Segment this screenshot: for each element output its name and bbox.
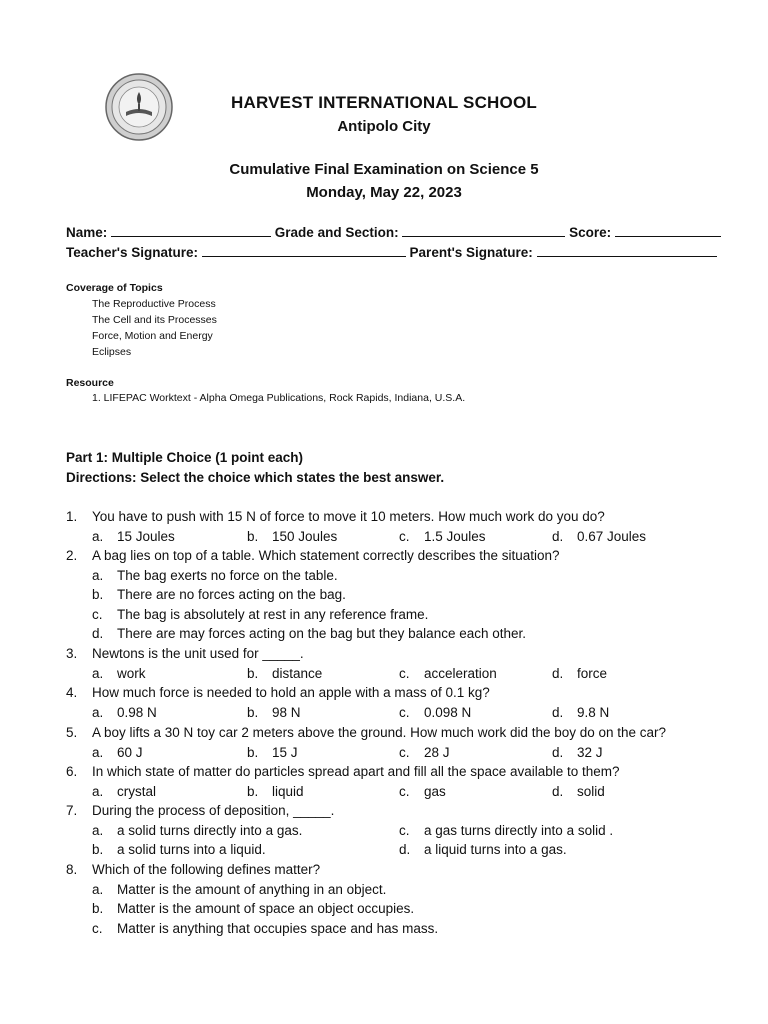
option-text: crystal — [117, 783, 157, 799]
school-city: Antipolo City — [337, 118, 431, 135]
option-text: liquid — [272, 783, 304, 799]
option-letter: b. — [247, 528, 259, 544]
answer-option[interactable] — [92, 745, 143, 760]
question-number: 7. — [66, 803, 78, 818]
answer-option[interactable] — [552, 745, 603, 760]
question-number: 6. — [66, 764, 78, 779]
answer-option[interactable] — [399, 784, 446, 799]
option-text: gas — [424, 783, 446, 799]
question-text: In which state of matter do particles spread apart and fill all the space available to them? — [92, 764, 620, 779]
question-text: Which of the following defines matter? — [92, 862, 321, 877]
option-text: 150 Joules — [272, 528, 338, 544]
resource-item: 1. LIFEPAC Worktext - Alpha Omega Publications, Rock Rapids, Indiana, U.S.A. — [92, 392, 466, 404]
answer-option[interactable] — [92, 626, 526, 641]
option-text: Matter is the amount of anything in an object. — [117, 881, 387, 897]
answer-option[interactable] — [247, 529, 337, 544]
option-text: 9.8 N — [577, 704, 610, 720]
score-field[interactable] — [615, 224, 721, 237]
option-letter: a. — [92, 704, 104, 720]
coverage-topic: The Reproductive Process — [92, 298, 216, 310]
option-text: 32 J — [577, 744, 603, 760]
option-letter: d. — [552, 704, 564, 720]
coverage-topic: Eclipses — [92, 346, 132, 358]
exam-title: Cumulative Final Examination on Science 5 — [229, 161, 539, 178]
option-letter: c. — [399, 704, 410, 720]
answer-option[interactable] — [399, 823, 613, 838]
answer-option[interactable] — [92, 607, 428, 622]
option-text: work — [117, 665, 146, 681]
option-letter: d. — [399, 842, 411, 858]
grade-section-label: Grade and Section: — [274, 225, 399, 240]
school-name: HARVEST INTERNATIONAL SCHOOL — [231, 93, 537, 112]
option-text: There are no forces acting on the bag. — [117, 587, 346, 603]
option-text: a liquid turns into a gas. — [424, 842, 567, 858]
answer-option[interactable] — [92, 705, 157, 720]
answer-option[interactable] — [92, 666, 146, 681]
answer-option[interactable] — [92, 842, 266, 857]
option-letter: d. — [92, 626, 104, 642]
coverage-topic: The Cell and its Processes — [92, 314, 217, 326]
option-letter: c. — [399, 822, 410, 838]
question-text: A boy lifts a 30 N toy car 2 meters above the ground. How much work did the boy do on the car? — [92, 725, 667, 740]
option-letter: b. — [92, 587, 104, 603]
option-letter: d. — [552, 783, 564, 799]
option-text: a gas turns directly into a solid . — [424, 822, 614, 838]
option-text: The bag is absolutely at rest in any reference frame. — [117, 606, 429, 622]
answer-option[interactable] — [552, 705, 609, 720]
option-letter: a. — [92, 665, 104, 681]
option-letter: b. — [92, 842, 104, 858]
answer-option[interactable] — [399, 842, 567, 857]
option-text: distance — [272, 665, 323, 681]
question-number: 8. — [66, 862, 78, 877]
option-text: a solid turns into a liquid. — [117, 842, 266, 858]
parent-signature-label: Parent's Signature: — [409, 245, 533, 260]
question-number: 4. — [66, 685, 78, 700]
option-letter: c. — [399, 665, 410, 681]
option-text: 15 J — [272, 744, 298, 760]
option-letter: c. — [92, 920, 103, 936]
coverage-title: Coverage of Topics — [66, 282, 163, 294]
coverage-topic: Force, Motion and Energy — [92, 330, 213, 342]
score-label: Score: — [569, 225, 612, 240]
answer-option[interactable] — [247, 784, 304, 799]
answer-option[interactable] — [92, 587, 346, 602]
answer-option[interactable] — [399, 666, 497, 681]
option-letter: c. — [399, 783, 410, 799]
teacher-signature-label: Teacher's Signature: — [66, 245, 199, 260]
option-letter: c. — [399, 528, 410, 544]
answer-option[interactable] — [247, 745, 298, 760]
question-text: How much force is needed to hold an apple with a mass of 0.1 kg? — [92, 685, 490, 700]
question-text: During the process of deposition, _____. — [92, 803, 335, 818]
option-text: 15 Joules — [117, 528, 175, 544]
answer-option[interactable] — [399, 745, 450, 760]
option-letter: a. — [92, 744, 104, 760]
answer-option[interactable] — [399, 705, 471, 720]
question-text: Newtons is the unit used for _____. — [92, 646, 304, 661]
option-text: solid — [577, 783, 605, 799]
option-letter: a. — [92, 567, 104, 583]
question-number: 1. — [66, 509, 78, 524]
option-letter: a. — [92, 783, 104, 799]
option-text: The bag exerts no force on the table. — [117, 567, 338, 583]
option-letter: b. — [92, 901, 104, 917]
answer-option[interactable] — [92, 882, 386, 897]
question-number: 3. — [66, 646, 78, 661]
name-field[interactable] — [111, 224, 271, 237]
question-number: 2. — [66, 548, 78, 563]
parent-signature-field[interactable] — [537, 244, 717, 257]
option-text: Matter is the amount of space an object occupies. — [117, 901, 415, 917]
answer-option[interactable] — [92, 784, 156, 799]
exam-date: Monday, May 22, 2023 — [306, 184, 462, 201]
answer-option[interactable] — [552, 529, 646, 544]
answer-option[interactable] — [92, 921, 438, 936]
option-text: 98 N — [272, 704, 301, 720]
option-text: force — [577, 665, 608, 681]
question-number: 5. — [66, 725, 78, 740]
option-letter: b. — [247, 744, 259, 760]
option-text: 60 J — [117, 744, 143, 760]
answer-option[interactable] — [552, 784, 605, 799]
answer-option[interactable] — [552, 666, 607, 681]
option-letter: d. — [552, 744, 564, 760]
resource-title: Resource — [66, 377, 114, 389]
teacher-signature-field[interactable] — [202, 244, 406, 257]
option-text: 1.5 Joules — [424, 528, 486, 544]
signature-row — [66, 244, 717, 260]
answer-option[interactable] — [92, 568, 338, 583]
option-text: 28 J — [424, 744, 450, 760]
option-letter: a. — [92, 881, 104, 897]
answer-option[interactable] — [247, 666, 322, 681]
answer-option[interactable] — [247, 705, 301, 720]
option-text: 0.98 N — [117, 704, 157, 720]
option-text: 0.098 N — [424, 704, 472, 720]
question-text: You have to push with 15 N of force to move it 10 meters. How much work do you do? — [92, 509, 605, 524]
option-letter: d. — [552, 665, 564, 681]
name-label: Name: — [66, 225, 108, 240]
part1-title: Part 1: Multiple Choice (1 point each) — [66, 450, 304, 465]
option-letter: a. — [92, 822, 104, 838]
answer-option[interactable] — [92, 529, 175, 544]
option-letter: c. — [399, 744, 410, 760]
part1-directions: Directions: Select the choice which states the best answer. — [66, 470, 445, 485]
option-letter: d. — [552, 528, 564, 544]
option-text: 0.67 Joules — [577, 528, 647, 544]
student-info-row — [66, 224, 721, 240]
option-letter: b. — [247, 783, 259, 799]
option-text: a solid turns directly into a gas. — [117, 822, 303, 838]
answer-option[interactable] — [92, 823, 302, 838]
option-letter: b. — [247, 665, 259, 681]
option-text: acceleration — [424, 665, 497, 681]
option-letter: a. — [92, 528, 104, 544]
grade-section-field[interactable] — [402, 224, 565, 237]
answer-option[interactable] — [92, 901, 414, 916]
question-text: A bag lies on top of a table. Which statement correctly describes the situation? — [92, 548, 560, 563]
option-text: Matter is anything that occupies space and has mass. — [117, 920, 439, 936]
option-text: There are may forces acting on the bag but they balance each other. — [117, 626, 527, 642]
answer-option[interactable] — [399, 529, 486, 544]
option-letter: b. — [247, 704, 259, 720]
option-letter: c. — [92, 606, 103, 622]
